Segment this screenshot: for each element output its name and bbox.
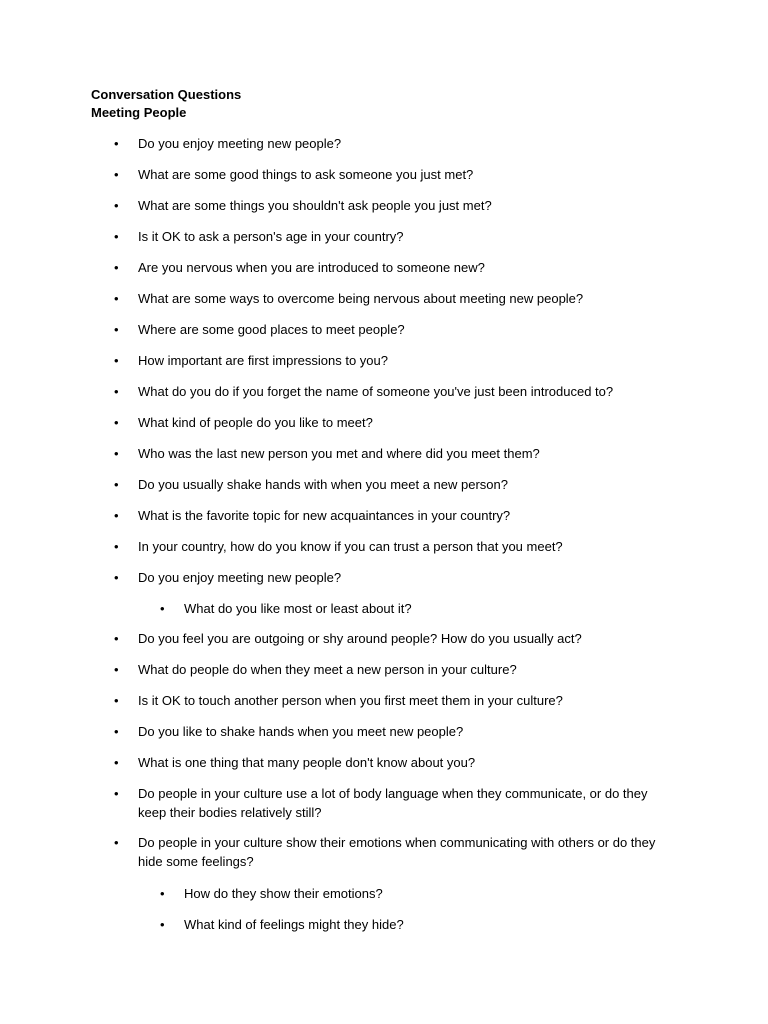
sub-list-item bbox=[160, 599, 664, 618]
list-item-text: Do you feel you are outgoing or shy around people? How do you usually act? bbox=[138, 631, 582, 646]
bullet-icon: • bbox=[114, 136, 119, 151]
list-item bbox=[114, 753, 678, 772]
list-item bbox=[114, 258, 678, 277]
bullet-icon: • bbox=[160, 917, 165, 932]
bullet-icon: • bbox=[114, 477, 119, 492]
list-item-text: In your country, how do you know if you can trust a person that you meet? bbox=[138, 539, 563, 554]
list-item bbox=[114, 227, 678, 246]
list-item bbox=[114, 351, 678, 370]
list-item-text: Are you nervous when you are introduced to someone new? bbox=[138, 260, 485, 275]
list-item bbox=[114, 382, 678, 401]
bullet-icon: • bbox=[114, 662, 119, 677]
sub-list-item bbox=[160, 884, 664, 903]
list-item-text: How do they show their emotions? bbox=[184, 886, 383, 901]
list-item-text: What are some good things to ask someone you just met? bbox=[138, 167, 474, 182]
bullet-icon: • bbox=[114, 198, 119, 213]
list-item bbox=[114, 660, 678, 679]
sub-list-item bbox=[160, 915, 664, 934]
list-item-text: Do people in your culture use a lot of body language when they communicate, or do they keep their bodies relatively still? bbox=[138, 786, 648, 820]
bullet-icon: • bbox=[160, 601, 165, 616]
list-item bbox=[114, 691, 678, 710]
list-item-text: Where are some good places to meet people? bbox=[138, 322, 405, 337]
list-item-text: Do you usually shake hands with when you meet a new person? bbox=[138, 477, 508, 492]
bullet-icon: • bbox=[114, 415, 119, 430]
list-item-text: How important are first impressions to you? bbox=[138, 353, 388, 368]
list-item bbox=[114, 629, 678, 648]
bullet-icon: • bbox=[114, 322, 119, 337]
bullet-icon: • bbox=[114, 260, 119, 275]
list-item bbox=[114, 506, 678, 525]
list-item-text: Do you like to shake hands when you meet new people? bbox=[138, 724, 464, 739]
bullet-icon: • bbox=[114, 291, 119, 306]
bullet-icon: • bbox=[114, 229, 119, 244]
bullet-icon: • bbox=[114, 786, 119, 801]
bullet-icon: • bbox=[114, 353, 119, 368]
bullet-icon: • bbox=[114, 755, 119, 770]
list-item bbox=[114, 196, 678, 215]
bullet-icon: • bbox=[114, 835, 119, 850]
list-item-text: What do people do when they meet a new person in your culture? bbox=[138, 662, 517, 677]
list-item-text: Do you enjoy meeting new people? bbox=[138, 136, 342, 151]
bullet-icon: • bbox=[114, 508, 119, 523]
bullet-icon: • bbox=[114, 693, 119, 708]
bullet-icon: • bbox=[114, 539, 119, 554]
list-item-text: Is it OK to ask a person's age in your country? bbox=[138, 229, 404, 244]
bullet-icon: • bbox=[114, 570, 119, 585]
bullet-icon: • bbox=[160, 886, 165, 901]
list-item-text: What are some things you shouldn't ask people you just met? bbox=[138, 198, 492, 213]
list-item-text: What kind of feelings might they hide? bbox=[184, 917, 404, 932]
list-item bbox=[114, 784, 678, 822]
list-item-text: Do you enjoy meeting new people? bbox=[138, 570, 342, 585]
list-item bbox=[114, 320, 678, 339]
list-item bbox=[114, 413, 678, 432]
list-item bbox=[114, 444, 678, 463]
list-item bbox=[114, 289, 678, 308]
list-item bbox=[114, 134, 678, 153]
list-item-text: What is the favorite topic for new acquaintances in your country? bbox=[138, 508, 511, 523]
list-item-text: What are some ways to overcome being nervous about meeting new people? bbox=[138, 291, 584, 306]
list-item bbox=[114, 722, 678, 741]
bullet-icon: • bbox=[114, 384, 119, 399]
list-item bbox=[114, 165, 678, 184]
list-item-text: What kind of people do you like to meet? bbox=[138, 415, 373, 430]
list-item-text: Do people in your culture show their emotions when communicating with others or do they hide some feelings? bbox=[138, 835, 656, 869]
bullet-icon: • bbox=[114, 446, 119, 461]
bullet-icon: • bbox=[114, 724, 119, 739]
list-item bbox=[114, 833, 678, 871]
list-item-text: What do you like most or least about it? bbox=[184, 601, 412, 616]
bullet-icon: • bbox=[114, 631, 119, 646]
list-item bbox=[114, 568, 678, 587]
list-item-text: What is one thing that many people don't know about you? bbox=[138, 755, 476, 770]
document-heading: Conversation Questions bbox=[91, 87, 242, 102]
bullet-icon: • bbox=[114, 167, 119, 182]
list-item bbox=[114, 475, 678, 494]
document-subheading: Meeting People bbox=[91, 105, 187, 120]
list-item bbox=[114, 537, 678, 556]
list-item-text: Who was the last new person you met and where did you meet them? bbox=[138, 446, 540, 461]
list-item-text: Is it OK to touch another person when you first meet them in your culture? bbox=[138, 693, 563, 708]
list-item-text: What do you do if you forget the name of someone you've just been introduced to? bbox=[138, 384, 614, 399]
